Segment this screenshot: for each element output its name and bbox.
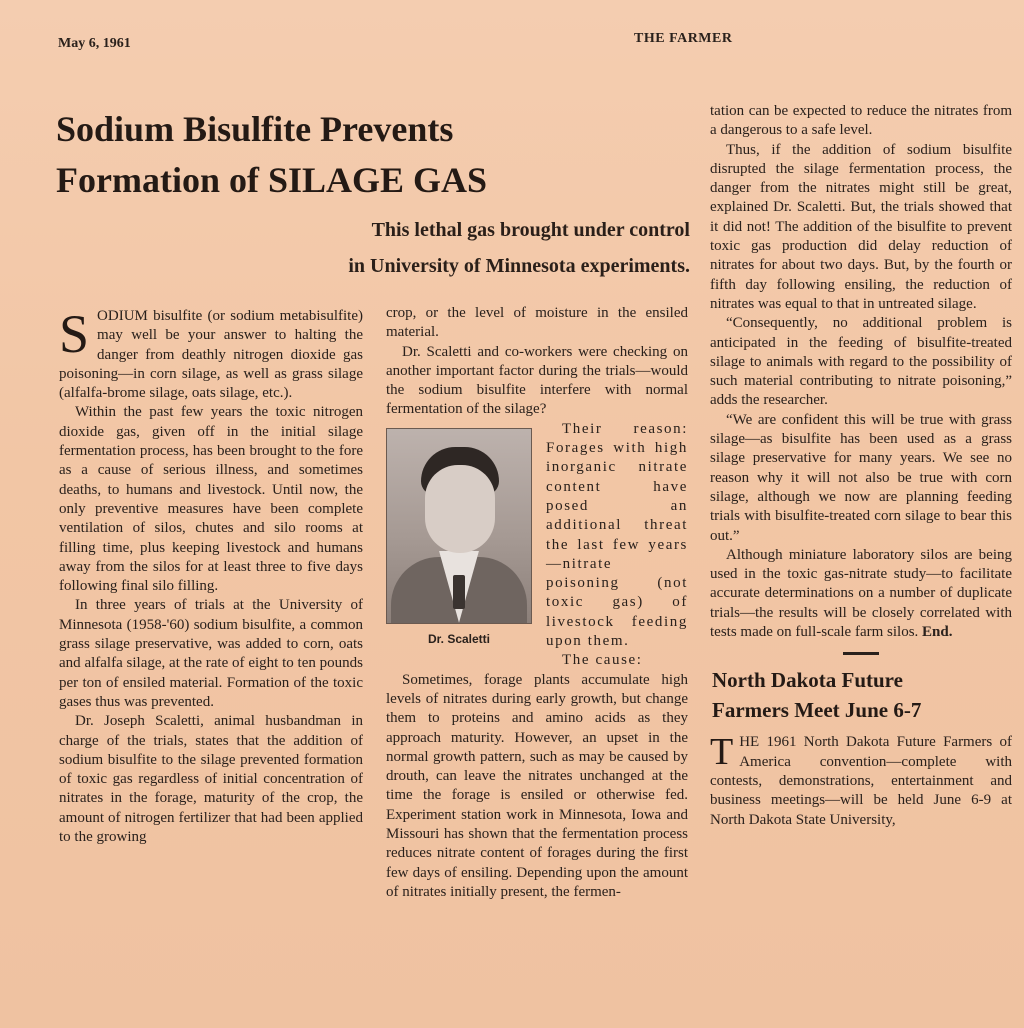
article-paragraph: Thus, if the addition of sodium bisulfite disrupted the silage fermentation process, the danger from the nitrates might still be great, explained Dr. Scaletti. But, the trials showed that it did not! The addition of the bisulfite to prevent toxic gas production did delay reduction of nitrates for about two days. But, by the fourth or fifth day following ensiling, the reduction of nitrates was equal to that in untreated silage.: [710, 141, 1012, 312]
story-divider: [843, 652, 879, 655]
article-paragraph: tation can be expected to reduce the nitrates from a dangerous to a safe level.: [710, 103, 1012, 139]
article-column-1: [59, 304, 363, 847]
article-paragraph: Within the past few years the toxic nitrogen dioxide gas, given off in the initial silage fermentation process, has been brought to the fore as a cause of serious illness, and sometimes deaths, to humans and livestock. Until now, the only preventive measures have been complete ventilation of silos, chutes and silo rooms at filling time, plus keeping livestock and humans away from the silos for at least three to five days following final silo filling.: [59, 404, 363, 595]
headline-line-1: Sodium Bisulfite Prevents: [56, 109, 454, 149]
article-paragraph: Although miniature laboratory silos are being used in the toxic gas-nitrate study—to facilitate accurate determinations on a number of duplicate trials—the results will be closely correlated with tests made on full-scale farm silos. End.: [710, 546, 1012, 641]
second-story-paragraph: THE 1961 North Dakota Future Farmers of America convention—complete with contests, demonstrations, entertainment and business meetings—will be held June 6-9 at North Dakota State University,: [710, 731, 1012, 828]
article-paragraph: Dr. Joseph Scaletti, animal husbandman in charge of the trials, states that the addition of sodium bisulfite to the silage prevented formation of toxic gas regardless of initial concentration of nitrates in the forage, maturity of the crop, the amount of nitrogen fertilizer that had been applied to the growing: [59, 713, 363, 846]
subheadline-line-1: This lethal gas brought under control: [371, 219, 690, 241]
issue-date: May 6, 1961: [58, 36, 131, 51]
drop-cap: T: [710, 731, 734, 774]
subheadline: [230, 212, 690, 284]
scaletti-photo: [386, 428, 532, 624]
article-paragraph: SODIUM bisulfite (or sodium metabisulfite) may well be your answer to halting the danger from deathly nitrogen dioxide gas poisoning—in corn silage, as well as grass silage (alfalfa-brome silage, oats silage, etc.).: [59, 304, 363, 402]
subheadline-line-2: in University of Minnesota experiments.: [348, 255, 690, 277]
end-mark: End.: [922, 624, 953, 641]
photo-caption: Dr. Scaletti: [427, 631, 491, 646]
second-story-headline: North Dakota Future Farmers Meet June 6-7: [712, 668, 922, 723]
article-paragraph: In three years of trials at the University of Minnesota (1958-'60) sodium bisulfite, a common grass silage preservative, was added to corn, oats and alfalfa silage, at the rate of eight to ten pounds per ton of ensiled material. Formation of the toxic gases thus was prevented.: [59, 597, 363, 710]
article-paragraph: Dr. Scaletti and co-workers were checking on another important factor during the trials—would the sodium bisulfite interfere with normal fermentation of the silage?: [386, 343, 688, 418]
article-paragraph: “Consequently, no additional problem is anticipated in the feeding of bisulfite-treated silage to animals with regard to the possibility of such material contributing to nitrate poisoning,” adds the researcher.: [710, 315, 1012, 409]
publication-name: THE FARMER: [634, 31, 733, 46]
article-paragraph: Sometimes, forage plants accumulate high levels of nitrates during early growth, but change them to proteins and amino acids as they approach maturity. However, an upset in the normal growth pattern, such as may be caused by drouth, can leave the nitrates unchanged at the time the forage is ensiled or otherwise fed. Experiment station work in Minnesota, Iowa and Missouri has shown that the fermentation process reduces nitrate content of forages during the first few days of ensiling. Depending upon the amount of nitrates initially present, the fermen-: [386, 671, 688, 900]
article-paragraph: Their reason: Forages with high inorganic nitrate content have posed an additional threat the last few years—nitrate poisoning (not toxic gas) of livestock feeding upon them.: [546, 420, 688, 650]
photo-figure: [386, 428, 532, 649]
article-column-2: [386, 304, 688, 902]
article-column-3: [710, 102, 1012, 830]
drop-cap: S: [59, 304, 90, 364]
article-paragraph: crop, or the level of moisture in the ensiled material.: [386, 305, 688, 341]
headline: [56, 104, 676, 206]
headline-line-2: Formation of SILAGE GAS: [56, 160, 488, 200]
article-paragraph: “We are confident this will be true with grass silage—as bisulfite has been used as a grass silage preservative for many years. We see no reason why it will not also be true with corn silage, although we now are planning feeding trials with bisulfite-treated corn silage to bear this out.”: [710, 411, 1012, 544]
article-paragraph: The cause:: [562, 652, 643, 669]
